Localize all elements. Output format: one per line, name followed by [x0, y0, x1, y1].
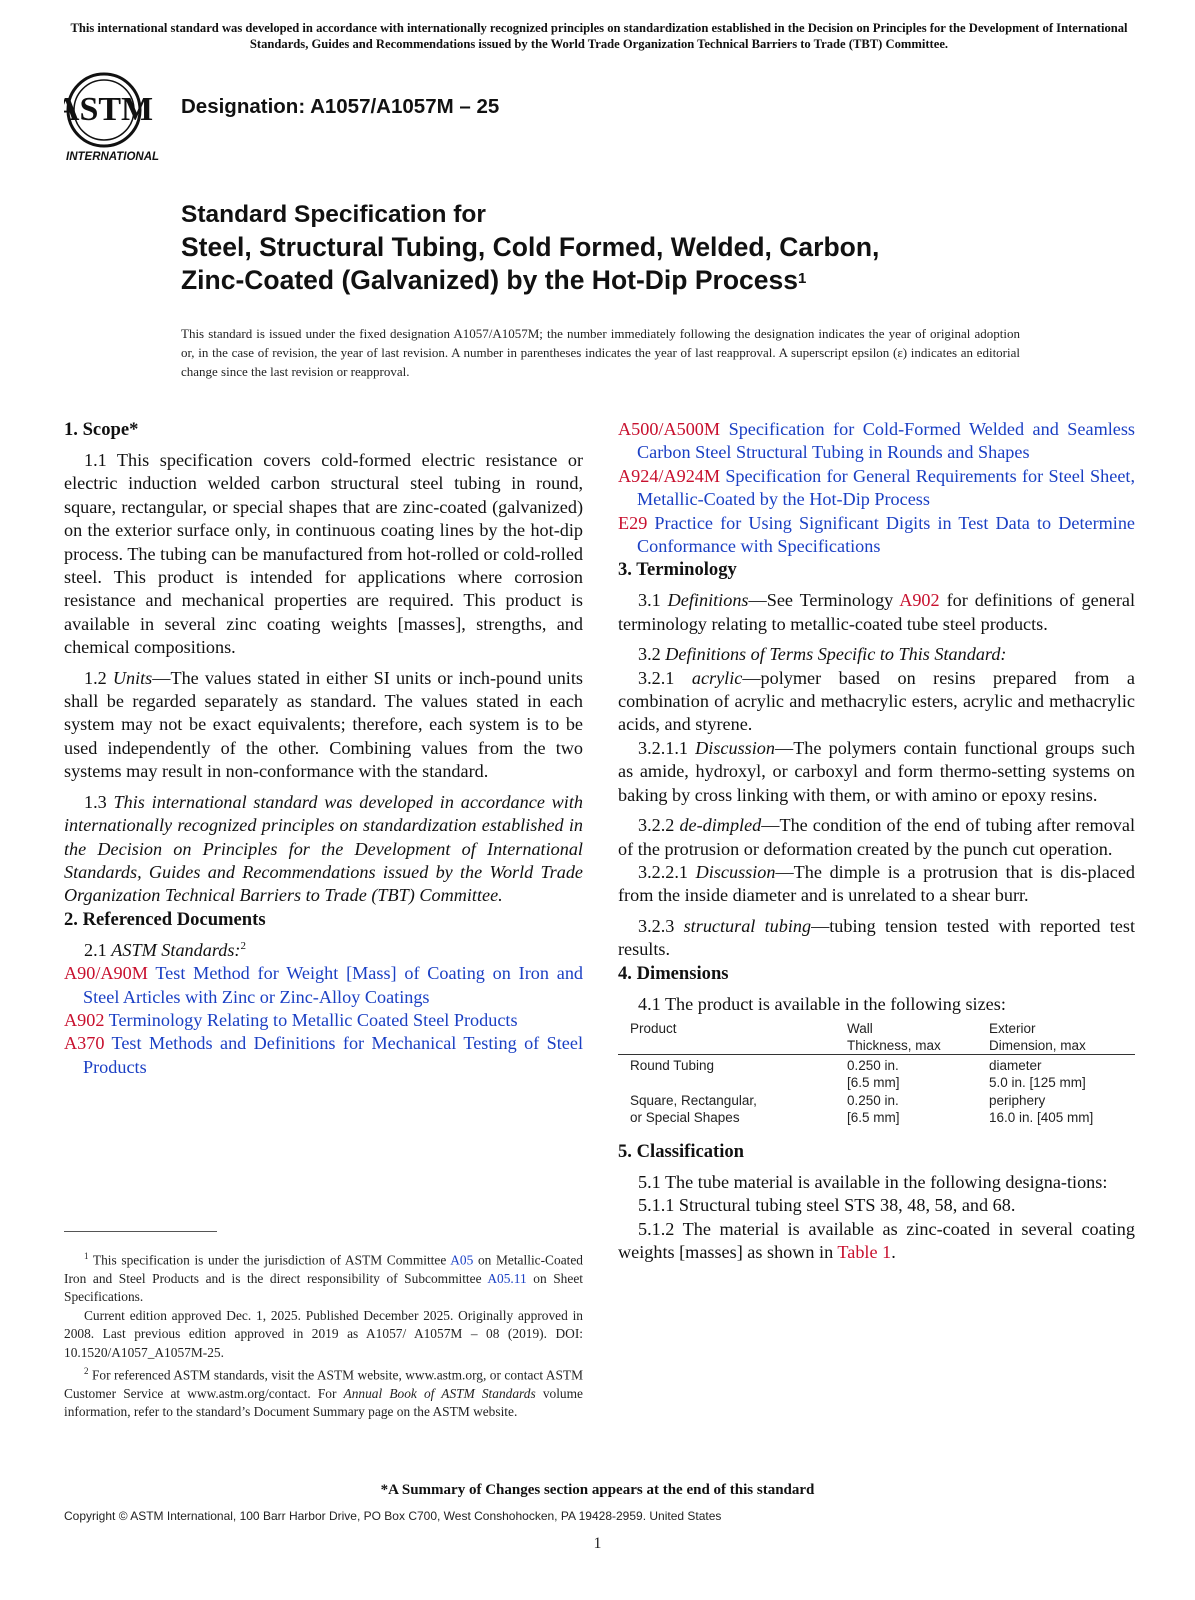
- reference-title[interactable]: Test Methods and Definitions for Mechanical Testing of Steel Products: [83, 1033, 583, 1077]
- footnote-text: volume information, refer to the standard’s Document Summary page on the ASTM website.: [64, 1385, 583, 1420]
- page-number: 1: [593, 1535, 602, 1552]
- paragraph-3-2-2-1: [618, 861, 1135, 908]
- logo-letters: ASTM: [64, 91, 154, 128]
- paragraph-number: 3.2.2: [638, 815, 675, 836]
- reference-a90[interactable]: [64, 962, 583, 1009]
- footnote-2: [64, 1362, 583, 1422]
- paragraph-term: Definitions: [667, 590, 749, 611]
- footnote-1-edition: Current edition approved Dec. 1, 2025. Published December 2025. Originally approved in 2008. Last previous edition approved in 2019 as A1057/ A1057M – 08 (2019). DOI: 10.1520/A1057_A1057M-25.: [64, 1307, 583, 1360]
- paragraph-number: 2.1: [84, 939, 107, 960]
- astm-logo-icon: [64, 70, 168, 166]
- paragraph-number: 3.2.1.1: [638, 737, 689, 758]
- title-line-1: Standard Specification for: [181, 201, 486, 228]
- paragraph-5-1: 5.1 The tube material is available in the following designa-tions:: [638, 1171, 1108, 1192]
- subcommittee-link[interactable]: A05.11: [487, 1270, 527, 1286]
- paragraph-term: Units: [112, 667, 153, 688]
- paragraph-5-1-1: 5.1.1 Structural tubing steel STS 38, 48, 58, and 68.: [638, 1195, 1016, 1216]
- table-cell: 0.250 in. [6.5 mm]: [847, 1092, 900, 1125]
- committee-link[interactable]: A05: [450, 1252, 474, 1268]
- section-heading-classification: 5. Classification: [618, 1140, 745, 1162]
- title-line-3-text: Zinc-Coated (Galvanized) by the Hot-Dip Process: [181, 265, 798, 295]
- paragraph-3-2: [618, 643, 1135, 666]
- paragraph-text: 5.1.2 The material is available as zinc-coated in several coating weights [masses] as shown in: [618, 1218, 1135, 1263]
- paragraph-4-1: 4.1 The product is available in the following sizes:: [638, 993, 1006, 1014]
- title-footnote-mark: 1: [797, 270, 807, 287]
- issued-note: This standard is issued under the fixed designation A1057/A1057M; the number immediately following the designation indicates the year of original adoption or, in the case of revision, the year of last revision. A number in parentheses indicates the year of last reapproval. A superscript epsilon (ε) indicates an editorial change since the last revision or reapproval.: [181, 326, 1020, 379]
- paragraph-text: —polymer based on resins prepared from a combination of acrylic and methacrylic esters, acrylic and methacrylic acids, and styrene.: [618, 667, 1135, 735]
- reference-code[interactable]: A924/A924M: [618, 465, 721, 486]
- reference-a924[interactable]: [618, 465, 1135, 512]
- footnotes: [64, 1247, 583, 1422]
- table-row: [618, 1091, 1135, 1126]
- footnote-text: For referenced ASTM standards, visit the ASTM website, www.astm.org, or contact ASTM Customer Service at www.astm.org/contact. For: [64, 1367, 583, 1401]
- terminology-link[interactable]: A902: [899, 590, 940, 611]
- reference-title[interactable]: Terminology Relating to Metallic Coated Steel Products: [108, 1010, 518, 1030]
- paragraph-term: Definitions of Terms Specific to This Standard:: [665, 644, 1007, 665]
- paragraph-number: 1.2: [84, 667, 107, 688]
- paragraph-number: 3.2.1: [638, 667, 675, 688]
- dimensions-table: [618, 1020, 1135, 1126]
- reference-a500[interactable]: [618, 418, 1135, 465]
- section-heading-terminology: 3. Terminology: [618, 559, 737, 581]
- paragraph-3-2-1: [618, 667, 1135, 737]
- table-row: [618, 1054, 1135, 1091]
- paragraph-text: —The polymers contain functional groups such as amide, hydroxyl, or carboxyl and form thermo-setting systems on baking by cross linking with them, or with amino or epoxy resins.: [618, 737, 1135, 805]
- section-heading-referenced: 2. Referenced Documents: [64, 908, 266, 930]
- subsection-2-1: [64, 935, 583, 962]
- paragraph-term: Discussion: [695, 737, 775, 758]
- table-cell: 0.250 in. [6.5 mm]: [847, 1057, 900, 1090]
- table-cell: periphery 16.0 in. [405 mm]: [989, 1092, 1094, 1125]
- paragraph-1-1: 1.1 This specification covers cold-formed electric resistance or electric induction welded carbon structural steel tubing in round, square, rectangular, or special shapes that are zinc-coated (galvanized) on the exterior surface only, in continuous coating lines by the hot-dip process. The tubing can be manufactured from hot-rolled or cold-rolled steel. This product is intended for applications where corrosion resistance and mechanical properties are required. This product is available in several zinc coating weights [masses], strengths, and chemical compositions.: [64, 450, 583, 658]
- document-title: [181, 199, 1081, 297]
- paragraph-number: 1.3: [84, 791, 107, 812]
- left-column: [64, 418, 583, 1079]
- paragraph-number: 3.1: [638, 590, 661, 611]
- summary-of-changes-note: *A Summary of Changes section appears at the end of this standard: [380, 1482, 815, 1498]
- reference-title[interactable]: Test Method for Weight [Mass] of Coating on Iron and Steel Articles with Zinc or Zinc-Alloy Coatings: [83, 963, 584, 1007]
- table-header: Wall Thickness, max: [847, 1020, 941, 1053]
- paragraph-term: de-dimpled: [679, 815, 762, 836]
- reference-title[interactable]: Specification for General Requirements for Steel Sheet, Metallic-Coated by the Hot-Dip Process: [637, 465, 1136, 510]
- table-header: Exterior Dimension, max: [989, 1020, 1086, 1053]
- reference-a902[interactable]: [64, 1009, 583, 1032]
- table-cell: Square, Rectangular, or Special Shapes: [630, 1092, 757, 1125]
- paragraph-text: This international standard was developed in accordance with internationally recognized principles on standardization established in the Decision on Principles for the Development of International Standards, Guides and Recommendations issued by the World Trade Organization Technical Barriers to Trade (TBT) Committee.: [64, 791, 584, 906]
- paragraph-text: —The dimple is a protrusion that is dis-placed from the inside diameter and is unrelated to a shear burr.: [618, 861, 1136, 906]
- paragraph-number: 3.2.3: [638, 915, 675, 936]
- paragraph-3-2-3: [618, 915, 1135, 962]
- paragraph-text: —The values stated in either SI units or inch-pound units shall be regarded separately as standard. The values stated in each system may not be exact equivalents; therefore, each system is to be used independently of the other. Combining values from the two systems may result in non-conformance with the standard.: [64, 667, 583, 782]
- footnote-text: on Metallic-Coated Iron and Steel Products and is the direct responsibility of Subcommittee: [64, 1252, 583, 1286]
- section-heading-dimensions: 4. Dimensions: [618, 962, 729, 984]
- reference-code[interactable]: A90/A90M: [64, 963, 148, 984]
- title-line-2: Steel, Structural Tubing, Cold Formed, Welded, Carbon,: [181, 232, 880, 262]
- table-cell: diameter 5.0 in. [125 mm]: [989, 1057, 1086, 1090]
- paragraph-text: for definitions of general terminology relating to metallic-coated tube steel products.: [618, 590, 1136, 634]
- reference-code[interactable]: A370: [64, 1033, 105, 1054]
- table-header-row: [618, 1020, 1135, 1055]
- paragraph-1-2: [64, 667, 583, 784]
- footnote-italic: Annual Book of ASTM Standards: [343, 1385, 536, 1401]
- title-line-3: [181, 264, 1081, 297]
- reference-e29[interactable]: [618, 512, 1135, 559]
- footnote-1: [64, 1247, 583, 1307]
- reference-code[interactable]: A902: [64, 1010, 105, 1030]
- paragraph-text: .: [891, 1242, 896, 1263]
- table-cell: Round Tubing: [630, 1057, 715, 1073]
- right-column: [618, 418, 1135, 1265]
- reference-title[interactable]: Specification for Cold-Formed Welded and Seamless Carbon Steel Structural Tubing in Rounds and Shapes: [637, 419, 1135, 463]
- paragraph-number: 3.2.2.1: [638, 861, 689, 882]
- astm-logo: [64, 70, 168, 166]
- paragraph-text: —tubing tension tested with reported test results.: [618, 915, 1136, 960]
- section-heading-scope: 1. Scope*: [64, 419, 139, 440]
- footnote-mark: 2: [84, 1365, 89, 1376]
- logo-subtext: INTERNATIONAL: [66, 151, 160, 163]
- reference-a370[interactable]: [64, 1032, 583, 1079]
- reference-code[interactable]: A500/A500M: [618, 419, 721, 439]
- designation: Designation: A1057/A1057M – 25: [181, 95, 500, 118]
- footnote-text: on Sheet Specifications.: [64, 1270, 583, 1305]
- footnote-mark: 1: [84, 1251, 89, 1261]
- paragraph-term: Discussion: [695, 861, 776, 882]
- paragraph-term: acrylic: [691, 667, 743, 688]
- paragraph-5-1-2: [618, 1218, 1135, 1265]
- table-header: [618, 1020, 835, 1055]
- paragraph-text: —See Terminology: [748, 590, 894, 611]
- footnote-text: This specification is under the jurisdiction of ASTM Committee: [92, 1252, 447, 1268]
- header-text: Product: [630, 1020, 677, 1036]
- paragraph-3-2-1-1: [618, 737, 1135, 807]
- tbt-notice: This international standard was developed in accordance with internationally recognized principles on standardization established in the Decision on Principles for the Development of International Standards, Guides and Recommendations issued by the World Trade Organization Technical Barriers to Trade (TBT) Committee.: [70, 21, 1128, 51]
- reference-title[interactable]: Practice for Using Significant Digits in Test Data to Determine Conformance with Specifications: [637, 512, 1135, 557]
- paragraph-term: ASTM Standards:: [111, 939, 241, 960]
- paragraph-3-2-2: [618, 814, 1135, 861]
- paragraph-number: 3.2: [638, 644, 661, 665]
- paragraph-term: structural tubing: [683, 915, 812, 936]
- table-1-link[interactable]: Table 1: [837, 1242, 892, 1263]
- paragraph-1-3: [64, 791, 583, 908]
- copyright-line: Copyright © ASTM International, 100 Barr Harbor Drive, PO Box C700, West Conshohocken, PA 19428-2959. United States: [64, 1509, 722, 1523]
- footnote-mark: 2: [240, 939, 246, 952]
- reference-code[interactable]: E29: [618, 512, 648, 533]
- paragraph-3-1: [618, 589, 1135, 636]
- paragraph-text: —The condition of the end of tubing after removal of the protrusion or deformation created by the punch cut operation.: [618, 815, 1136, 859]
- footnote-divider: [64, 1231, 217, 1232]
